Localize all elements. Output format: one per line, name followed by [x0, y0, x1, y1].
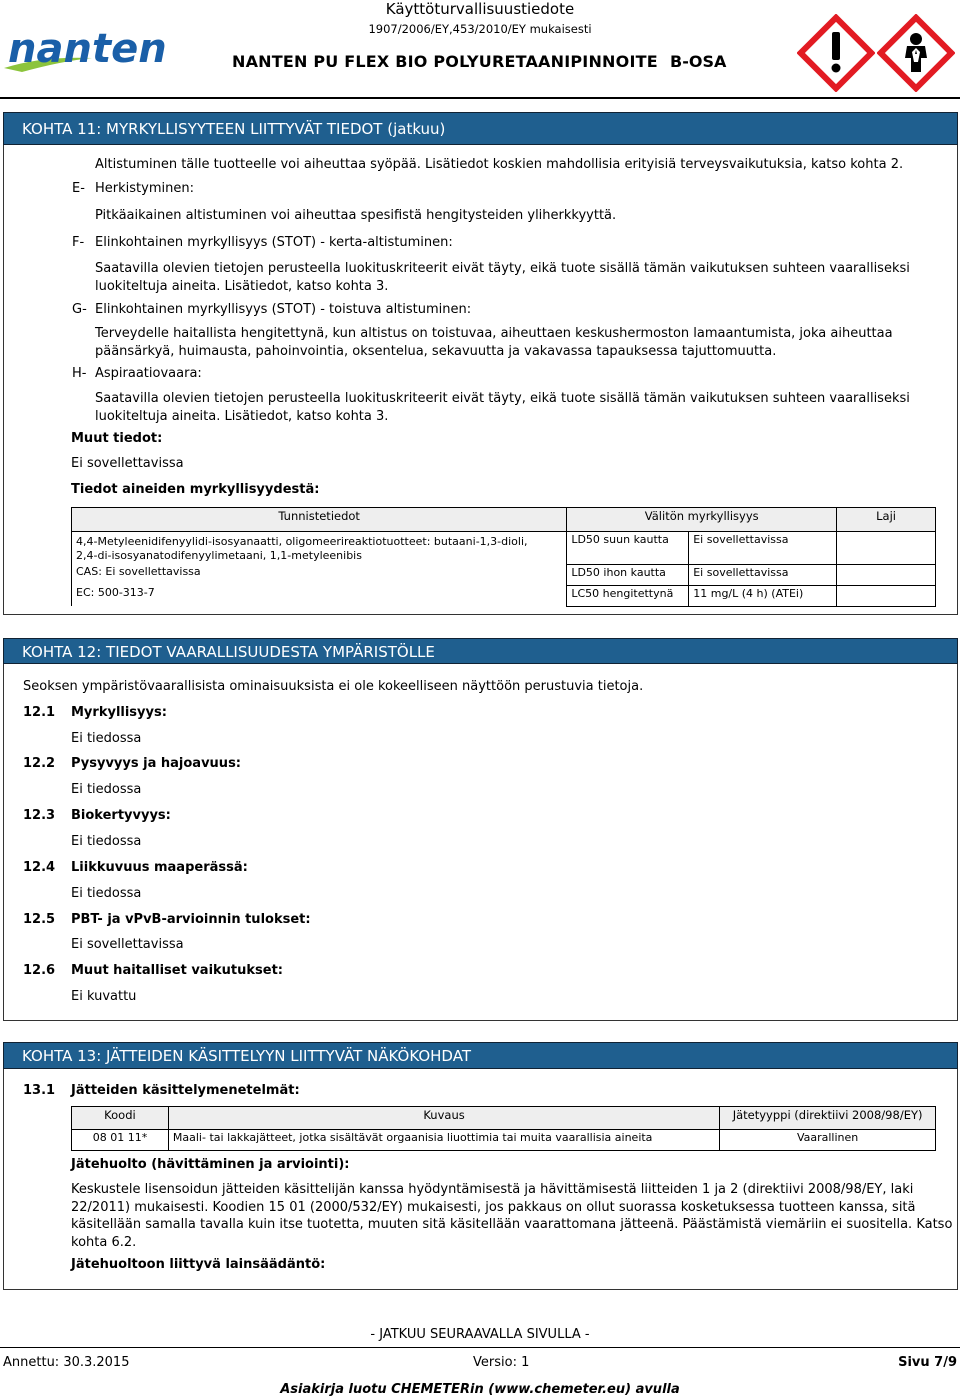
item-e-text: Pitkäaikainen altistuminen voi aiheuttaa spesifistä hengitysteiden yliherkkyyttä.	[95, 208, 617, 223]
col-header-identification: Tunnistetiedot	[72, 508, 567, 532]
exclamation-mark-hazard-icon	[797, 14, 875, 92]
section-12-header: KOHTA 12: TIEDOT VAARALLISUUDESTA YMPÄRISTÖLLE	[3, 638, 958, 664]
substance-ec: EC: 500-313-7	[72, 585, 567, 606]
item-f-text-line2: luokiteltuja aineita. Lisätiedot, katso kohta 3.	[95, 279, 389, 294]
product-name: NANTEN PU FLEX BIO POLYURETAANIPINNOITE	[232, 52, 658, 71]
col-header-acute-toxicity: Välitön myrkyllisyys	[567, 508, 837, 532]
item-number: 12.5	[23, 912, 56, 927]
regulation-reference: 1907/2006/EY,453/2010/EY mukaisesti	[368, 22, 592, 36]
footer-divider	[0, 1347, 960, 1348]
page-number: Sivu 7/9	[898, 1355, 957, 1370]
table-cell-value: Ei sovellettavissa	[689, 532, 837, 565]
item-title: Liikkuvuus maaperässä:	[71, 860, 248, 875]
nanten-logo	[2, 28, 184, 74]
other-info-title: Muut tiedot:	[71, 431, 163, 446]
item-title: Muut haitalliset vaikutukset:	[71, 963, 284, 978]
item-value: Ei tiedossa	[71, 731, 142, 746]
health-hazard-icon	[877, 14, 955, 92]
item-number: 12.2	[23, 756, 56, 771]
item-title: Pysyvyys ja hajoavuus:	[71, 756, 242, 771]
table-cell-species	[837, 532, 936, 565]
table-cell-species	[837, 585, 936, 606]
item-number: 12.3	[23, 808, 56, 823]
table-cell-species	[837, 564, 936, 585]
item-g-text-line1: Terveydelle haitallista hengitettynä, kun altistus on toistuvaa, aiheuttaen keskushermoston lamaantumista, joka aiheuttaa	[95, 326, 893, 341]
waste-management-text-line1: Keskustele lisensoidun jätteiden käsittelijän kanssa hyödyntämisestä ja hävittämisestä liitteiden 1 ja 2 (direktiivi 2008/98/EY, laki	[71, 1182, 914, 1197]
document-title: Käyttöturvallisuustiedote	[385, 0, 575, 18]
item-number: 12.4	[23, 860, 56, 875]
item-e-title: Herkistyminen:	[95, 181, 194, 196]
substance-toxicity-table	[71, 507, 936, 607]
waste-management-text-line3: käsitellään samalla tavalla kuin itse tuotetta, muuten sitä käsitellään vaarattomana jätteenä. Päästämistä viemäriin ei suositella. Katso	[71, 1217, 953, 1232]
item-h-letter: H-	[72, 366, 87, 381]
section-11-header: KOHTA 11: MYRKYLLISYYTEEN LIITTYVÄT TIEDOT (jatkuu)	[3, 112, 958, 145]
generated-by-note: Asiakirja luotu CHEMETERin (www.chemeter.eu) avulla	[280, 1382, 680, 1397]
item-title: PBT- ja vPvB-arvioinnin tulokset:	[71, 912, 311, 927]
item-title: Biokertyvyys:	[71, 808, 171, 823]
item-g-title: Elinkohtainen myrkyllisyys (STOT) - toistuva altistuminen:	[95, 302, 472, 317]
col-header-waste-type: Jätetyyppi (direktiivi 2008/98/EY)	[720, 1107, 936, 1130]
col-header-code: Koodi	[72, 1107, 169, 1130]
col-header-species: Laji	[837, 508, 936, 532]
substance-name-line1: 4,4-Metyleenidifenyylidi-isosyanaatti, oligomeerireaktiotuotteet: butaani-1,3-dioli,	[76, 535, 528, 548]
item-g-text-line2: päänsärkyä, huimausta, pahoinvointia, oksentelua, sekavuutta ja vakavassa tapauksessa tajuttomuutta.	[95, 344, 777, 359]
item-e-letter: E-	[72, 181, 85, 196]
continued-notice: - JATKUU SEURAAVALLA SIVULLA -	[370, 1327, 590, 1342]
environment-intro: Seoksen ympäristövaarallisista ominaisuuksista ei ole kokeelliseen näyttöön perustuvia tietoja.	[23, 679, 644, 694]
logo-wordmark: nanten	[8, 28, 167, 72]
table-row: LC50 hengitettynä	[567, 585, 689, 606]
item-title: Myrkyllisyys:	[71, 705, 167, 720]
item-f-text-line1: Saatavilla olevien tietojen perusteella luokituskriteerit eivät täyty, eikä tuote sisällä tämän vaikutuksen suhteen vaaralliseksi	[95, 261, 910, 276]
issued-date: Annettu: 30.3.2015	[3, 1355, 130, 1370]
item-number: 12.1	[23, 705, 56, 720]
version-label: Versio: 1	[473, 1355, 530, 1370]
substance-cas: CAS: Ei sovellettavissa	[72, 564, 567, 585]
waste-code: 08 01 11*	[72, 1130, 169, 1151]
waste-legislation-title: Jätehuoltoon liittyvä lainsäädäntö:	[71, 1257, 326, 1272]
section-13-header: KOHTA 13: JÄTTEIDEN KÄSITTELYYN LIITTYVÄT NÄKÖKOHDAT	[3, 1042, 958, 1069]
waste-item-number: 13.1	[23, 1083, 56, 1098]
substance-name-line2: 2,4-di-isosyanatodifenyylimetaani, 1,1-metyleenibis	[76, 549, 362, 562]
item-h-title: Aspiraatiovaara:	[95, 366, 202, 381]
col-header-description: Kuvaus	[168, 1107, 719, 1130]
item-value: Ei tiedossa	[71, 886, 142, 901]
item-value: Ei sovellettavissa	[71, 937, 184, 952]
table-cell-value: Ei sovellettavissa	[689, 564, 837, 585]
waste-code-table	[71, 1106, 936, 1151]
table-row: LD50 suun kautta	[567, 532, 689, 565]
item-number: 12.6	[23, 963, 56, 978]
waste-management-title: Jätehuolto (hävittäminen ja arviointi):	[71, 1157, 350, 1172]
table-row: LD50 ihon kautta	[567, 564, 689, 585]
item-f-title: Elinkohtainen myrkyllisyys (STOT) - kerta-altistuminen:	[95, 235, 453, 250]
exposure-cancer-text: Altistuminen tälle tuotteelle voi aiheuttaa syöpää. Lisätiedot koskien mahdollisia erityisiä terveysvaikutuksia, katso kohta 2.	[95, 157, 904, 172]
waste-type: Vaarallinen	[720, 1130, 936, 1151]
product-part: B-OSA	[670, 52, 727, 71]
waste-management-text-line4: kohta 6.2.	[71, 1235, 137, 1250]
table-cell-value: 11 mg/L (4 h) (ATEi)	[689, 585, 837, 606]
item-value: Ei tiedossa	[71, 782, 142, 797]
item-h-text-line2: luokiteltuja aineita. Lisätiedot, katso kohta 3.	[95, 409, 389, 424]
waste-description: Maali- tai lakkajätteet, jotka sisältävät orgaanisia liuottimia tai muita vaarallisia aineita	[168, 1130, 719, 1151]
substance-name-cell	[72, 532, 567, 565]
item-h-text-line1: Saatavilla olevien tietojen perusteella luokituskriteerit eivät täyty, eikä tuote sisällä tämän vaikutuksen suhteen vaaralliseksi	[95, 391, 910, 406]
item-g-letter: G-	[72, 302, 87, 317]
substance-toxicity-title: Tiedot aineiden myrkyllisyydestä:	[71, 482, 320, 497]
item-value: Ei kuvattu	[71, 989, 137, 1004]
header-divider	[0, 97, 960, 99]
other-info-text: Ei sovellettavissa	[71, 456, 184, 471]
waste-management-text-line2: 22/2011) mukaisesti. Koodien 15 01 (2000/532/EY) mukaisesti, jos pakkaus on ollut suorassa kosketuksessa tuotteen kanssa, sitä	[71, 1200, 916, 1215]
item-value: Ei tiedossa	[71, 834, 142, 849]
waste-methods-title: Jätteiden käsittelymenetelmät:	[71, 1083, 300, 1098]
item-f-letter: F-	[72, 235, 85, 250]
